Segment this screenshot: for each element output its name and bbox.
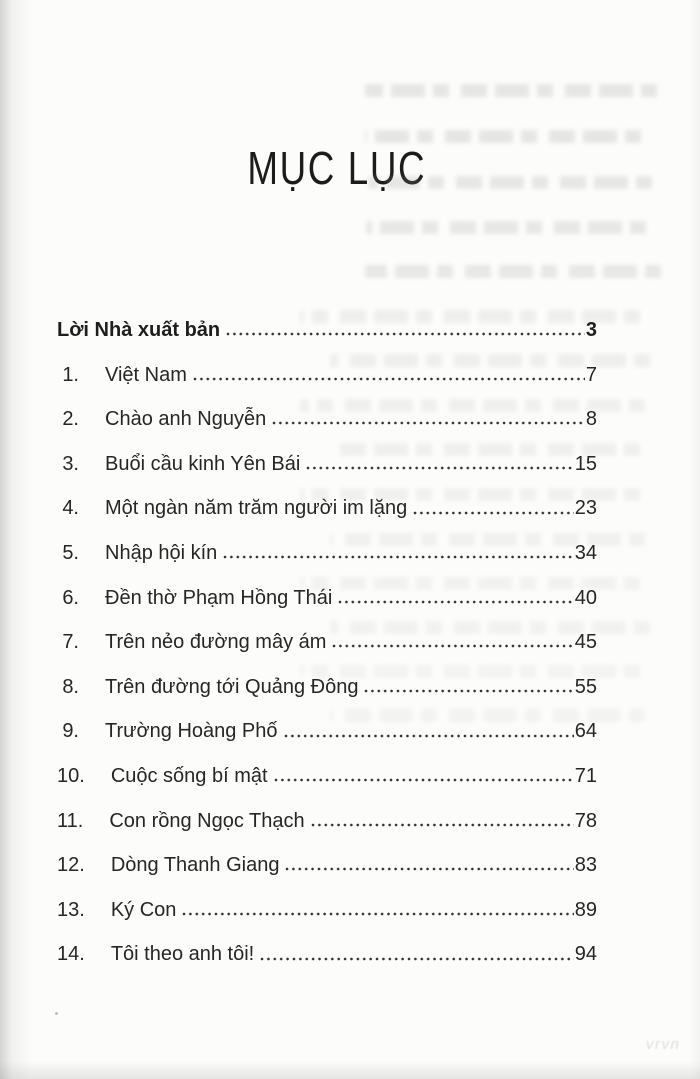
toc-row — [57, 353, 597, 398]
toc-item-number: 9. — [62, 720, 79, 743]
toc-item-number: 1. — [62, 363, 79, 386]
toc-row — [57, 486, 597, 531]
toc-row — [57, 665, 597, 710]
toc-item-page: 83 — [574, 854, 597, 877]
toc-item-number: 13. — [57, 898, 85, 921]
toc-row — [57, 754, 597, 799]
toc-item-label: Buổi cầu kinh Yên Bái — [105, 452, 301, 475]
toc-row — [57, 888, 597, 933]
dot-leader — [284, 726, 574, 746]
toc-item-label: Tôi theo anh tôi! — [110, 943, 255, 966]
toc-item-page: 55 — [574, 675, 597, 698]
toc-row — [57, 442, 597, 487]
toc-item-page: 45 — [574, 631, 597, 654]
dot-leader — [338, 592, 573, 612]
toc-item-label: Chào anh Nguyễn — [105, 408, 267, 431]
toc-item-page: 8 — [585, 408, 597, 431]
toc-item-number: 2. — [62, 408, 79, 431]
dot-leader — [223, 547, 573, 567]
toc-row — [57, 397, 597, 442]
toc-item-label: Trên đường tới Quảng Đông — [105, 675, 359, 698]
dot-leader — [272, 413, 585, 433]
dot-leader — [182, 904, 573, 924]
toc-item-page: 78 — [574, 809, 597, 832]
toc-item-label: Việt Nam — [105, 363, 187, 386]
bleed-through-artifact — [366, 221, 646, 234]
bleed-through-artifact — [365, 84, 657, 97]
toc-item-page: 7 — [585, 363, 597, 386]
dot-leader — [260, 949, 574, 969]
toc-item-number: 5. — [62, 541, 79, 564]
toc-item-label: Con rồng Ngọc Thạch — [109, 809, 305, 832]
dot-leader — [311, 815, 574, 835]
toc-item-label: Nhập hội kín — [105, 541, 218, 564]
dot-leader — [193, 369, 585, 389]
toc-item-label: Cuộc sống bí mật — [110, 764, 268, 787]
toc-row — [57, 531, 597, 576]
toc-item-number: 8. — [62, 675, 79, 698]
toc-item-label: Đền thờ Phạm Hồng Thái — [105, 586, 333, 609]
toc-item-page: 3 — [585, 319, 597, 341]
toc-item-page: 94 — [574, 943, 597, 966]
toc-row — [57, 308, 597, 353]
toc-item-label: Một ngàn năm trăm người im lặng — [105, 497, 408, 520]
bleed-through-artifact — [365, 265, 661, 278]
bleed-through-artifact — [365, 130, 641, 143]
toc-row — [57, 932, 597, 977]
toc-item-page: 64 — [574, 720, 597, 743]
toc-item-number: 10. — [57, 764, 85, 787]
toc-row — [57, 709, 597, 754]
toc-item-number: 4. — [62, 497, 79, 520]
toc-item-number: 3. — [62, 452, 79, 475]
toc-item-label: Lời Nhà xuất bản — [57, 319, 221, 341]
toc-item-number: 12. — [57, 854, 85, 877]
dot-leader — [285, 859, 573, 879]
toc-item-page: 34 — [574, 541, 597, 564]
toc-item-page: 89 — [574, 898, 597, 921]
toc-list — [57, 308, 597, 977]
toc-item-number: 6. — [62, 586, 79, 609]
toc-item-label: Ký Con — [110, 898, 177, 921]
scan-speck — [55, 1012, 58, 1015]
toc-row — [57, 843, 597, 888]
toc-item-number: 14. — [57, 943, 85, 966]
toc-item-label: Dòng Thanh Giang — [110, 854, 280, 877]
toc-item-page: 40 — [574, 586, 597, 609]
toc-item-number: 11. — [57, 809, 84, 832]
toc-item-number: 7. — [62, 631, 79, 654]
toc-item-label: Trường Hoàng Phố — [105, 720, 278, 743]
watermark: vrvn — [646, 1036, 681, 1053]
dot-leader — [364, 681, 573, 701]
dot-leader — [332, 636, 573, 656]
toc-item-page: 15 — [574, 452, 597, 475]
toc-item-page: 71 — [574, 764, 597, 787]
bleed-through-artifact — [368, 176, 652, 189]
dot-leader — [413, 503, 574, 523]
dot-leader — [306, 458, 573, 478]
toc-item-page: 23 — [574, 497, 597, 520]
dot-leader — [274, 770, 574, 790]
toc-row — [57, 620, 597, 665]
toc-item-label: Trên nẻo đường mây ám — [105, 631, 327, 654]
toc-row — [57, 576, 597, 621]
dot-leader — [226, 324, 585, 344]
page-title: MỤC LỤC — [247, 142, 427, 194]
toc-row — [57, 799, 597, 844]
